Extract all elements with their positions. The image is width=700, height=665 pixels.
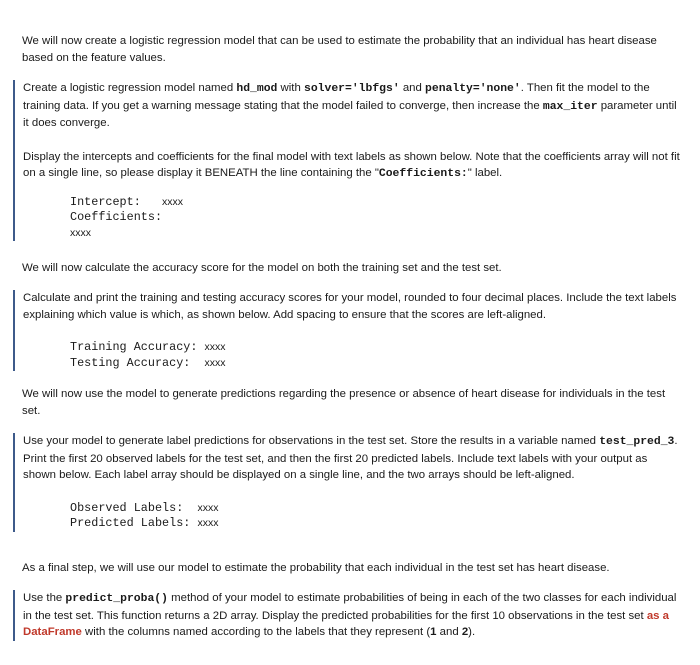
- accuracy-intro: We will now calculate the accuracy score for the model on both the training set and the test set.: [22, 262, 502, 274]
- intro-paragraph: We will now create a logistic regression model that can be used to estimate the probability that an individual has heart disease based on the feature values.: [22, 35, 657, 64]
- intercept-value: xxxx: [162, 195, 184, 208]
- code-test-pred-3: test_pred_3: [599, 436, 675, 448]
- predictions-intro: We will now use the model to generate predictions regarding the presence or absence of heart disease for individuals in the test set.: [22, 388, 666, 417]
- intercept-label: Intercept:: [70, 194, 163, 209]
- text-span: method of your model to estimate probabilities of being in each of the two classes for each individual in the test set. This function returns a 2D array. Display the predicted probabilities for the first 10 observations in the test set: [23, 592, 677, 622]
- text-span: . Then fit the model to the training data. If you get a warning message stating that the model failed to converge, then increase the: [23, 82, 650, 112]
- text-span: " label.: [467, 167, 503, 179]
- code-predict-proba: predict_proba(): [65, 593, 168, 605]
- text-span: with the columns named according to the labels that they represent (: [81, 626, 431, 638]
- coefficients-label: Coefficients:: [70, 210, 163, 224]
- instruction-text: [23, 590, 683, 641]
- testing-accuracy-value: xxxx: [204, 356, 226, 369]
- text-span: . Print the first 20 observed labels for the test set, and then the first 20 predicted labels. Include text labels with your output as shown below. Each label array should be displayed on a single line, and the two arrays should be left-aligned.: [23, 435, 678, 481]
- instruction-text: [23, 80, 683, 132]
- coefficients-value: xxxx: [70, 226, 91, 239]
- training-accuracy-value: xxxx: [204, 341, 226, 353]
- observed-labels-label: Observed Labels:: [70, 500, 198, 515]
- text-span: Create a logistic regression model named: [23, 82, 237, 94]
- observed-labels-value: xxxx: [197, 501, 219, 514]
- instruction-block-probabilities: [13, 590, 683, 641]
- text-span: with: [277, 82, 304, 94]
- instruction-block-model: [13, 80, 683, 241]
- output-example-accuracy: [70, 340, 683, 371]
- predicted-labels-value: xxxx: [197, 517, 219, 529]
- dataframe-highlight: as a DataFrame: [23, 609, 670, 638]
- instruction-block-predictions: [13, 433, 683, 532]
- code-coefficients: Coefficients:: [378, 168, 468, 180]
- instruction-text: [23, 149, 683, 183]
- text-span: and: [399, 82, 426, 94]
- output-example-labels: [70, 501, 683, 532]
- label-two: 2: [461, 626, 469, 638]
- training-accuracy-label: Training Accuracy:: [70, 340, 205, 354]
- probability-intro: As a final step, we will use our model to estimate the probability that each individual in the test set has heart disease.: [22, 562, 610, 574]
- instruction-text: [23, 433, 683, 484]
- code-penalty: penalty='none': [425, 83, 521, 95]
- testing-accuracy-label: Testing Accuracy:: [70, 355, 205, 370]
- text-span: Display the intercepts and coefficients for the final model with text labels as shown below. Note that the coefficients array will not fit on a single line, so please display it BENEATH the line containing the ": [23, 150, 680, 179]
- text-span: Use your model to generate label predictions for observations in the test set. Store the results in a variable named: [23, 435, 600, 447]
- text-span: ).: [468, 626, 476, 638]
- text-span: parameter until it does converge.: [23, 99, 677, 129]
- label-one: 1: [430, 626, 437, 638]
- predicted-labels-label: Predicted Labels:: [70, 516, 198, 530]
- code-hd-mod: hd_mod: [236, 83, 278, 95]
- instruction-block-accuracy: [13, 290, 683, 371]
- output-example-coefficients: [70, 195, 683, 242]
- text-span: and: [436, 626, 462, 638]
- code-solver: solver='lbfgs': [303, 83, 400, 95]
- instruction-text: Calculate and print the training and testing accuracy scores for your model, rounded to four decimal places. Include the text labels explaining which value is which, as shown below. Add spacing to ensure that the scores are left-aligned.: [23, 292, 677, 321]
- code-max-iter: max_iter: [542, 100, 598, 113]
- text-span: Use the: [23, 592, 66, 604]
